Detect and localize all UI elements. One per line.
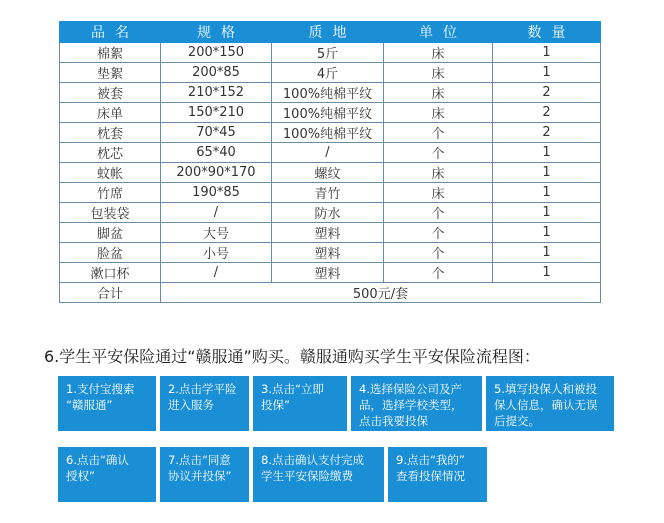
cell-material: 防水 xyxy=(272,203,384,223)
table-row xyxy=(60,163,601,183)
table-row xyxy=(60,103,601,123)
cell-unit: 个 xyxy=(384,123,493,143)
cell-quantity: 1 xyxy=(493,223,601,243)
header-quantity: 数量 xyxy=(493,22,601,43)
cell-quantity: 1 xyxy=(493,203,601,223)
cell-material: 塑料 xyxy=(272,243,384,263)
table-row xyxy=(60,43,601,63)
cell-spec: 200*150 xyxy=(161,43,272,63)
cell-name: 包装袋 xyxy=(60,203,161,223)
cell-quantity: 1 xyxy=(493,263,601,283)
step-box-1: 1.支付宝搜索 “赣服通” xyxy=(58,376,156,431)
step-box-8: 8.点击确认支付完成 学生平安保险缴费 xyxy=(253,447,384,502)
header-material: 质地 xyxy=(272,22,384,43)
total-label: 合计 xyxy=(60,283,161,303)
cell-quantity: 2 xyxy=(493,83,601,103)
cell-spec: 200*85 xyxy=(161,63,272,83)
table-row xyxy=(60,123,601,143)
cell-name: 脚盆 xyxy=(60,223,161,243)
cell-spec: / xyxy=(161,263,272,283)
table-row xyxy=(60,263,601,283)
cell-spec: 150*210 xyxy=(161,103,272,123)
cell-quantity: 2 xyxy=(493,123,601,143)
cell-name: 竹席 xyxy=(60,183,161,203)
header-name: 品名 xyxy=(60,22,161,43)
cell-material: 塑料 xyxy=(272,263,384,283)
cell-spec: 210*152 xyxy=(161,83,272,103)
cell-unit: 床 xyxy=(384,43,493,63)
cell-material: 螺纹 xyxy=(272,163,384,183)
step-box-4: 4.选择保险公司及产 品，选择学校类型， 点击我要投保 xyxy=(351,376,482,431)
cell-material: 100%纯棉平纹 xyxy=(272,83,384,103)
cell-name: 枕芯 xyxy=(60,143,161,163)
table-row xyxy=(60,183,601,203)
step-box-2: 2.点击学平险 进入服务 xyxy=(160,376,249,431)
step-box-5: 5.填写投保人和被投 保人信息，确认无误 后提交。 xyxy=(486,376,614,431)
cell-material: / xyxy=(272,143,384,163)
total-value: 500元/套 xyxy=(161,283,601,303)
table-row xyxy=(60,223,601,243)
cell-spec: 65*40 xyxy=(161,143,272,163)
header-spec: 规格 xyxy=(161,22,272,43)
cell-unit: 个 xyxy=(384,143,493,163)
cell-unit: 个 xyxy=(384,223,493,243)
cell-name: 床单 xyxy=(60,103,161,123)
cell-spec: / xyxy=(161,203,272,223)
cell-material: 青竹 xyxy=(272,183,384,203)
cell-material: 5斤 xyxy=(272,43,384,63)
table-row xyxy=(60,243,601,263)
cell-spec: 70*45 xyxy=(161,123,272,143)
cell-name: 垫絮 xyxy=(60,63,161,83)
header-unit: 单位 xyxy=(384,22,493,43)
cell-unit: 床 xyxy=(384,83,493,103)
step-box-9: 9.点击“我的” 查看投保情况 xyxy=(388,447,487,502)
cell-unit: 床 xyxy=(384,163,493,183)
cell-spec: 小号 xyxy=(161,243,272,263)
cell-name: 被套 xyxy=(60,83,161,103)
cell-name: 枕套 xyxy=(60,123,161,143)
supply-table xyxy=(59,21,601,303)
cell-unit: 床 xyxy=(384,63,493,83)
cell-unit: 个 xyxy=(384,243,493,263)
cell-spec: 大号 xyxy=(161,223,272,243)
step-box-3: 3.点击“立即 投保” xyxy=(253,376,347,431)
cell-quantity: 1 xyxy=(493,183,601,203)
cell-name: 脸盆 xyxy=(60,243,161,263)
cell-material: 100%纯棉平纹 xyxy=(272,123,384,143)
cell-unit: 床 xyxy=(384,103,493,123)
cell-spec: 190*85 xyxy=(161,183,272,203)
table-row xyxy=(60,83,601,103)
step-box-7: 7.点击“同意 协议并投保” xyxy=(160,447,249,502)
cell-name: 漱口杯 xyxy=(60,263,161,283)
total-row xyxy=(60,283,601,303)
cell-quantity: 1 xyxy=(493,43,601,63)
cell-material: 100%纯棉平纹 xyxy=(272,103,384,123)
cell-quantity: 1 xyxy=(493,143,601,163)
cell-spec: 200*90*170 xyxy=(161,163,272,183)
step-box-6: 6.点击“确认 授权” xyxy=(58,447,156,502)
cell-material: 4斤 xyxy=(272,63,384,83)
table-row xyxy=(60,143,601,163)
cell-material: 塑料 xyxy=(272,223,384,243)
cell-quantity: 1 xyxy=(493,243,601,263)
cell-unit: 床 xyxy=(384,183,493,203)
table-row xyxy=(60,63,601,83)
cell-unit: 个 xyxy=(384,203,493,223)
cell-quantity: 1 xyxy=(493,63,601,83)
cell-quantity: 1 xyxy=(493,163,601,183)
cell-name: 棉絮 xyxy=(60,43,161,63)
cell-quantity: 2 xyxy=(493,103,601,123)
process-heading: 6.学生平安保险通过“赣服通”购买。赣服通购买学生平安保险流程图： xyxy=(44,347,540,366)
cell-unit: 个 xyxy=(384,263,493,283)
cell-name: 蚊帐 xyxy=(60,163,161,183)
table-row xyxy=(60,203,601,223)
table-header-row xyxy=(60,22,601,43)
